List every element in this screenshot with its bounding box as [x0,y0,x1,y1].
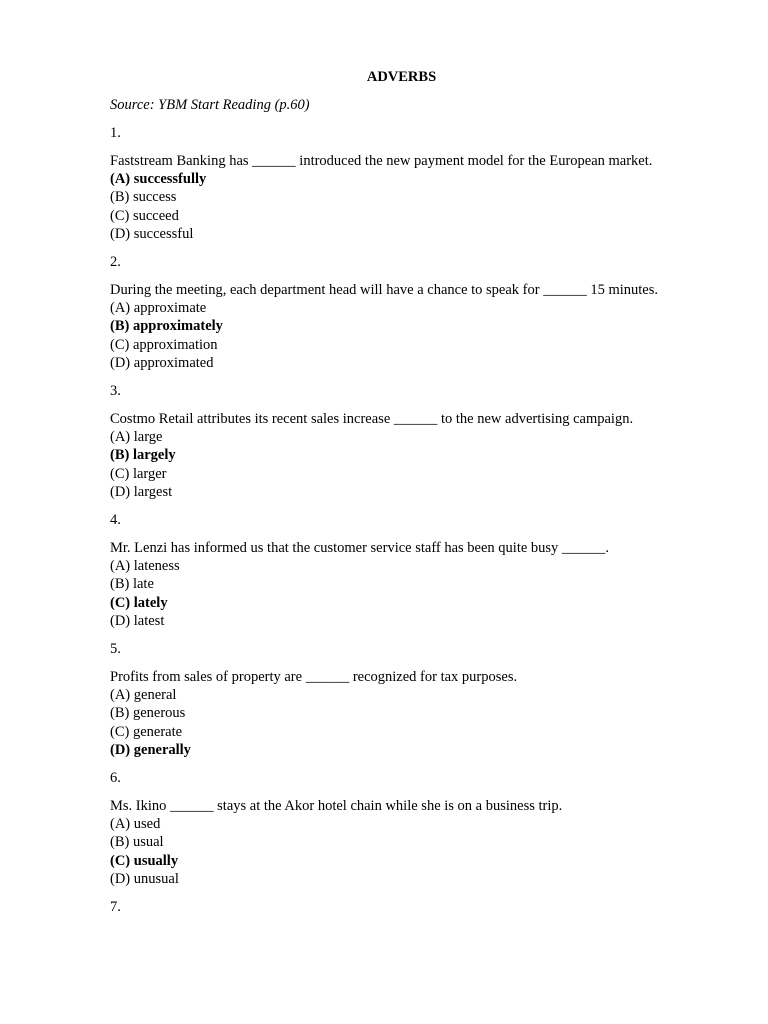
option-b: (B) usual [110,834,164,851]
option-a: (A) used [110,816,161,833]
option-c-correct: (C) lately [110,594,168,611]
option-b-correct: (B) largely [110,447,176,464]
question-number: 6. [110,770,121,787]
question-stem: Profits from sales of property are ______ recognized for tax purposes. [110,669,518,686]
option-c: (C) larger [110,465,167,482]
option-b-correct: (B) approximately [110,318,223,335]
question-number: 1. [110,125,121,141]
question-number: 7. [110,899,121,916]
question-list [110,124,710,926]
option-a-correct: (A) successfully [110,171,207,188]
question-stem: Costmo Retail attributes its recent sales increase ______ to the new advertising campaign. [110,411,634,428]
page-title: ADVERBS [366,69,437,85]
question-1 [110,124,710,253]
option-a: (A) large [110,429,163,446]
question-2 [110,253,710,382]
option-c: (C) approximation [110,336,218,353]
question-stem: During the meeting, each department head will have a chance to speak for ______ 15 minutes. [110,282,658,299]
question-3 [110,382,710,511]
question-4 [110,511,710,640]
option-b: (B) late [110,576,154,593]
question-stem: Ms. Ikino ______ stays at the Akor hotel chain while she is on a business trip. [110,798,563,815]
question-stem: Faststream Banking has ______ introduced the new payment model for the European market. [110,153,653,169]
option-c: (C) succeed [110,207,179,224]
option-a: (A) lateness [110,558,180,575]
option-d: (D) successful [110,225,194,242]
option-d: (D) largest [110,483,173,500]
question-stem: Mr. Lenzi has informed us that the customer service staff has been quite busy ______. [110,540,610,557]
question-5 [110,640,710,769]
option-d: (D) approximated [110,354,214,371]
source-citation: Source: YBM Start Reading (p.60) [110,97,310,113]
option-b: (B) success [110,189,177,206]
question-6 [110,769,710,898]
option-c-correct: (C) usually [110,852,179,869]
option-d: (D) unusual [110,870,179,887]
question-number: 2. [110,254,121,271]
option-d: (D) latest [110,612,165,629]
option-a: (A) general [110,687,177,704]
question-number: 5. [110,641,121,658]
question-number: 3. [110,383,121,400]
option-a: (A) approximate [110,300,207,317]
option-d-correct: (D) generally [110,741,191,758]
question-7 [110,898,710,916]
option-b: (B) generous [110,705,186,722]
option-c: (C) generate [110,723,183,740]
question-number: 4. [110,512,121,529]
